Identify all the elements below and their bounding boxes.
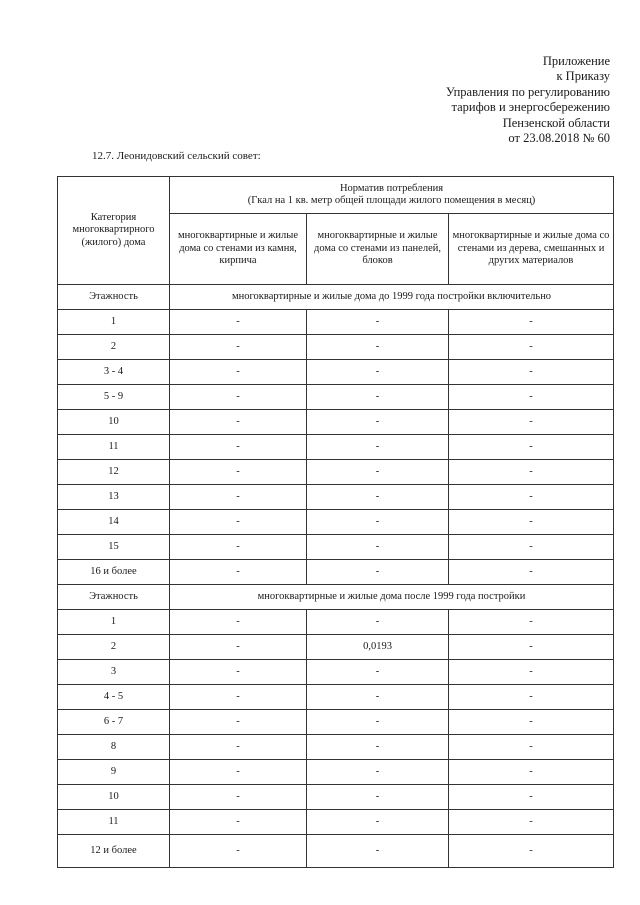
value-cell: - [307,610,449,635]
value-cell: - [170,760,307,785]
value-cell: - [170,385,307,410]
floors-cell: 14 [58,510,170,535]
value-cell: - [307,435,449,460]
table-row [58,360,614,385]
value-cell: - [449,385,614,410]
appendix-line: к Приказу [556,69,610,84]
value-cell: - [449,435,614,460]
appendix-line: Пензенской области [502,115,610,130]
floors-cell: 3 - 4 [58,360,170,385]
value-cell: - [170,710,307,735]
value-cell: - [449,510,614,535]
table-row [58,460,614,485]
value-cell: - [170,560,307,585]
table-row [58,510,614,535]
norm-header: Норматив потребления (Гкал на 1 кв. метр общей площади жилого помещения в месяц) [170,177,614,214]
table-row [58,735,614,760]
appendix-line: Управления по регулированию [445,84,610,99]
appendix-line: от 23.08.2018 № 60 [508,131,610,146]
value-cell: - [307,735,449,760]
value-cell: - [170,335,307,360]
table-row [58,385,614,410]
value-cell: - [307,485,449,510]
table-row [58,435,614,460]
floors-label: Этажность [58,585,170,610]
floors-cell: 13 [58,485,170,510]
value-cell: - [449,735,614,760]
value-cell: - [307,310,449,335]
floors-cell: 2 [58,635,170,660]
value-cell: - [449,535,614,560]
section-title-cell: многоквартирные и жилые дома до 1999 года постройки включительно [170,285,614,310]
table-row [58,610,614,635]
value-cell: - [307,335,449,360]
value-cell: - [307,710,449,735]
floors-cell: 11 [58,810,170,835]
value-cell: - [170,460,307,485]
floors-cell: 2 [58,335,170,360]
table-row [58,810,614,835]
value-cell: - [170,835,307,868]
floors-cell: 15 [58,535,170,560]
section-title: 12.7. Леонидовский сельский совет: [92,150,261,162]
value-cell: - [307,810,449,835]
value-cell: - [449,610,614,635]
floors-cell: 10 [58,785,170,810]
value-cell: - [170,610,307,635]
value-cell: - [449,410,614,435]
value-cell: - [449,360,614,385]
value-cell: - [170,310,307,335]
table-row [58,410,614,435]
floors-cell: 10 [58,410,170,435]
appendix-line: Приложение [542,54,610,68]
value-cell: - [307,460,449,485]
value-cell: - [449,310,614,335]
table-row [58,685,614,710]
floors-label: Этажность [58,285,170,310]
value-cell: - [307,685,449,710]
floors-cell: 3 [58,660,170,685]
floors-cell: 12 [58,460,170,485]
value-cell: - [170,810,307,835]
wall-type-header: многоквартирные и жилые дома со стенами из панелей, блоков [307,214,449,285]
table-row [58,660,614,685]
value-cell: - [307,510,449,535]
value-cell: 0,0193 [307,635,449,660]
floors-cell: 1 [58,610,170,635]
value-cell: - [307,560,449,585]
section-title-cell: многоквартирные и жилые дома после 1999 года постройки [170,585,614,610]
table-header-row [58,177,614,214]
floors-cell: 1 [58,310,170,335]
floors-cell: 4 - 5 [58,685,170,710]
floors-cell: 6 - 7 [58,710,170,735]
value-cell: - [170,685,307,710]
value-cell: - [449,685,614,710]
table-row [58,760,614,785]
value-cell: - [449,810,614,835]
table-row [58,535,614,560]
table-row [58,485,614,510]
table-row [58,310,614,335]
value-cell: - [307,535,449,560]
appendix-header [446,54,610,146]
value-cell: - [170,660,307,685]
value-cell: - [449,660,614,685]
value-cell: - [307,785,449,810]
section-header-row [58,285,614,310]
value-cell: - [449,335,614,360]
value-cell: - [449,560,614,585]
table-row [58,785,614,810]
floors-cell: 5 - 9 [58,385,170,410]
value-cell: - [170,360,307,385]
value-cell: - [170,485,307,510]
value-cell: - [307,760,449,785]
value-cell: - [449,460,614,485]
value-cell: - [307,660,449,685]
floors-cell: 9 [58,760,170,785]
floors-cell: 12 и более [58,835,170,868]
appendix-line: тарифов и энергосбережению [451,100,610,115]
value-cell: - [170,535,307,560]
table-row [58,635,614,660]
table-row [58,835,614,868]
value-cell: - [170,410,307,435]
value-cell: - [170,435,307,460]
wall-type-header: многоквартирные и жилые дома со стенами из дерева, смешанных и других материалов [449,214,614,285]
floors-cell: 11 [58,435,170,460]
value-cell: - [449,785,614,810]
value-cell: - [449,760,614,785]
value-cell: - [170,785,307,810]
table-row [58,710,614,735]
table-body [58,177,614,868]
value-cell: - [449,635,614,660]
value-cell: - [307,385,449,410]
table-row [58,560,614,585]
floors-cell: 16 и более [58,560,170,585]
category-header: Категория многоквартирного (жилого) дома [58,177,170,285]
consumption-norm-table [57,176,614,868]
value-cell: - [307,360,449,385]
value-cell: - [170,510,307,535]
value-cell: - [307,835,449,868]
section-header-row [58,585,614,610]
value-cell: - [170,635,307,660]
value-cell: - [449,835,614,868]
value-cell: - [170,735,307,760]
wall-type-header: многоквартирные и жилые дома со стенами из камня, кирпича [170,214,307,285]
value-cell: - [449,485,614,510]
value-cell: - [307,410,449,435]
table-row [58,335,614,360]
floors-cell: 8 [58,735,170,760]
value-cell: - [449,710,614,735]
